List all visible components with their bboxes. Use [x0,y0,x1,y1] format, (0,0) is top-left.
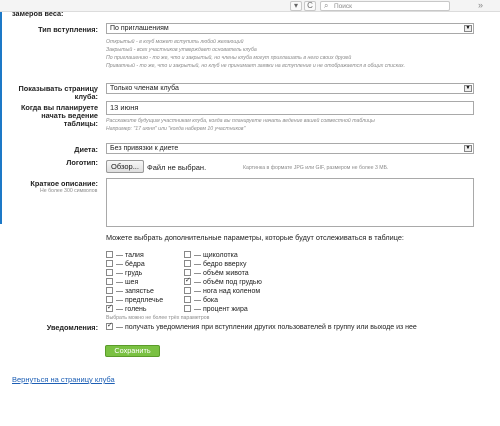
dropdown-arrow-icon[interactable]: ▾ [290,1,302,11]
show-page-select[interactable] [106,83,474,94]
param-label: — процент жира [194,306,248,313]
checkbox[interactable] [184,251,191,258]
param-checkbox-item[interactable] [106,269,142,277]
show-page-value: Только членам клуба [110,85,179,92]
param-checkbox-item[interactable] [184,305,248,313]
checkbox[interactable] [184,296,191,303]
start-table-hint: Расскажите будущим участникам клуба, когда вы планируете начать ведение вашей совместной таблицы [106,118,375,124]
reload-button[interactable]: С [304,1,316,11]
chevron-down-icon: ▼ [465,145,471,151]
diet-label: Диета: [74,145,98,154]
show-page-label-1: Показывать страницу [18,84,98,93]
browse-button[interactable]: Обзор... [106,160,144,173]
checkbox[interactable] [184,269,191,276]
param-label: — бедро вверху [194,261,247,268]
param-label: — шея [116,279,139,286]
param-label: — бока [194,297,218,304]
chevron-down-icon: ▼ [465,85,471,91]
param-checkbox-item[interactable] [106,251,144,259]
checkbox[interactable] [106,278,113,285]
chevron-down-icon: ▼ [465,25,471,31]
join-type-select[interactable] [106,23,474,34]
search-placeholder: Поиск [334,3,353,10]
checkbox[interactable] [106,305,113,312]
param-label: — объём живота [194,270,249,277]
checkbox[interactable] [184,287,191,294]
param-label: — нога над коленом [194,288,261,295]
checkbox[interactable] [106,251,113,258]
browser-toolbar [0,0,500,12]
param-label: — голень [116,306,147,313]
checkbox[interactable] [184,305,191,312]
logo-label: Логотип: [66,158,98,167]
param-checkbox-item[interactable] [184,287,260,295]
checkbox[interactable] [106,287,113,294]
checkbox[interactable] [106,260,113,267]
param-checkbox-item[interactable] [184,251,238,259]
notifications-text: — получать уведомления при вступлении других пользователей в группу или выходе из нее [116,324,417,331]
param-checkbox-item[interactable] [106,296,163,304]
param-checkbox-item[interactable] [106,305,147,313]
param-checkbox-item[interactable] [184,278,262,286]
join-type-label: Тип вступления: [38,25,98,34]
save-button[interactable]: Сохранить [105,345,160,357]
param-label: — объём под грудью [194,279,262,286]
diet-value: Без привязки к диете [110,145,179,152]
param-checkbox-item[interactable] [106,260,145,268]
file-status: Файл не выбран. [147,163,207,172]
search-icon: ⌕ [324,1,329,10]
start-table-example: Например: "17 июня" или "когда наберем 10 участников" [106,126,246,132]
checkbox[interactable] [184,260,191,267]
join-type-value: По приглашениям [110,25,169,32]
join-type-hint-4: Приватный - то же, что и закрытый, но клуб не принимает заявки на вступление и не отображается в общих списках. [106,63,406,69]
logo-hint: Картинка в формате JPG или GIF, размером не более 3 МБ. [243,165,389,171]
join-type-hint-2: Закрытый - всех участников утверждает основатель клуба [106,47,257,53]
param-checkbox-item[interactable] [106,287,154,295]
checkbox[interactable] [106,269,113,276]
description-hint: Не более 300 символов [40,188,98,194]
diet-select[interactable] [106,143,474,154]
notifications-checkbox-item[interactable] [106,323,417,331]
param-label: — талия [116,252,144,259]
browser-search-input[interactable] [320,1,450,11]
back-to-club-link[interactable]: Вернуться на страницу клуба [12,375,115,384]
start-table-label-3: таблицы: [63,119,98,128]
param-label: — бёдра [116,261,145,268]
param-label: — грудь [116,270,143,277]
weight-measure-label: замеров веса: [12,9,64,18]
start-table-input[interactable]: 13 июня [106,101,474,115]
param-checkbox-item[interactable] [184,296,218,304]
description-label: Краткое описание: [30,179,98,188]
checkbox[interactable] [106,296,113,303]
param-label: — запястье [116,288,154,295]
checkbox[interactable] [184,278,191,285]
start-table-label-1: Когда вы планируете [20,103,98,112]
checkbox[interactable] [106,323,113,330]
param-label: — предплечье [116,297,164,304]
description-textarea[interactable] [106,178,474,227]
show-page-label-2: клуба: [74,92,98,101]
notifications-label: Уведомления: [46,323,98,332]
params-title: Можете выбрать дополнительные параметры, которые будут отслеживаться в таблице: [106,233,404,242]
param-checkbox-item[interactable] [106,278,138,286]
join-type-hint-1: Открытый - в клуб может вступить любой желающий [106,39,244,45]
param-label: — щиколотка [194,252,238,259]
params-limit-hint: Выбрать можно не более трёх параметров [106,315,210,321]
param-checkbox-item[interactable] [184,269,249,277]
param-checkbox-item[interactable] [184,260,247,268]
start-table-label-2: начать ведение [41,111,98,120]
toolbar-more-icon[interactable]: » [478,0,484,10]
join-type-hint-3: По приглашению - то же, что и закрытый, но члены клуба могут приглашать в него своих друзей [106,55,352,61]
